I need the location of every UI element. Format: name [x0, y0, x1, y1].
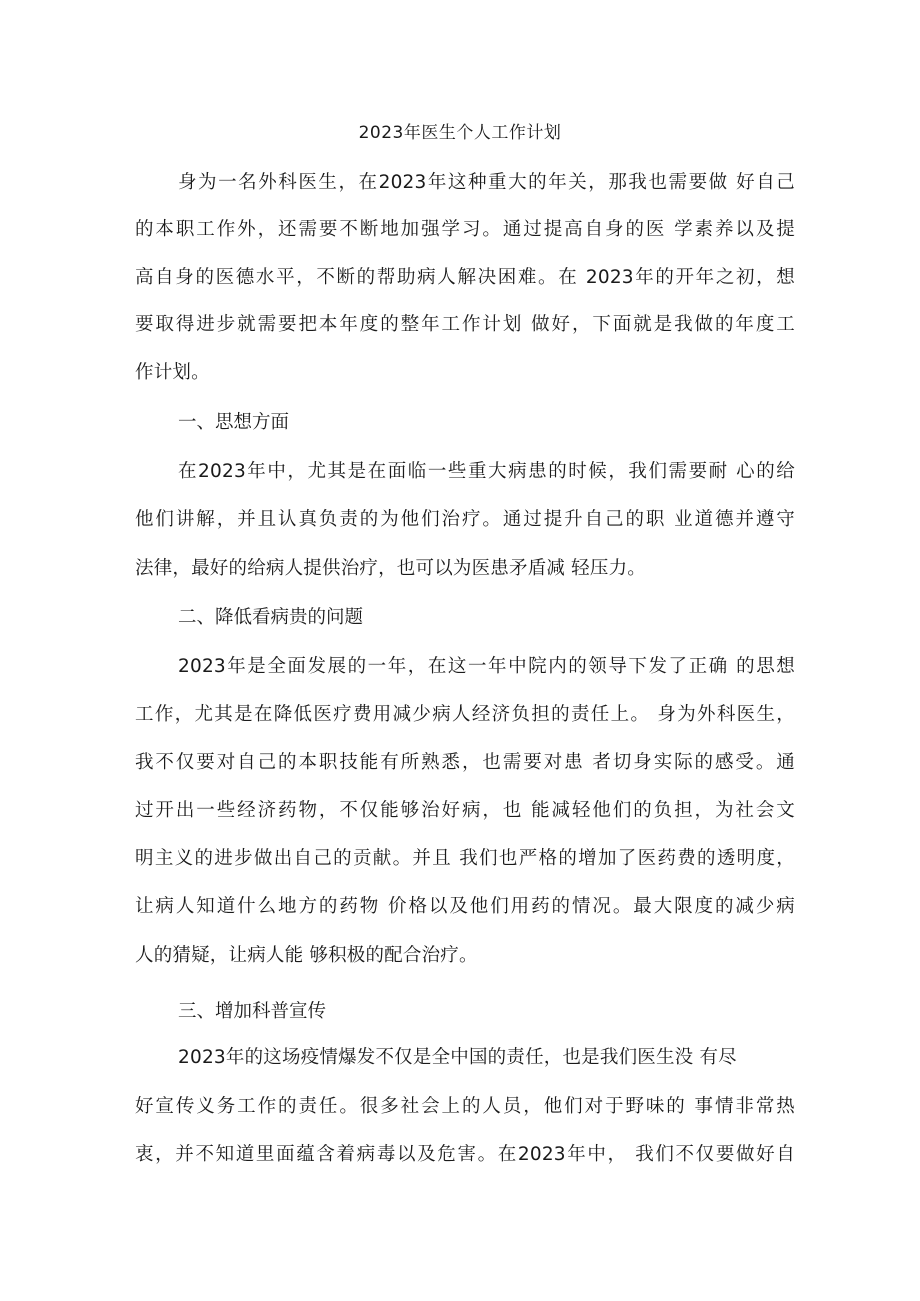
- paragraph-line: 衷，并不知道里面蕴含着病毒以及危害。在2023年中， 我们不仅要做好自: [135, 1144, 795, 1165]
- paragraph-line: 要取得进步就需要把本年度的整年工作计划 做好，下面就是我做的年度工: [135, 314, 795, 335]
- paragraph-line: 法律，最好的给病人提供治疗，也可以为医患矛盾减 轻压力。: [135, 558, 646, 579]
- paragraph-line: 他们讲解，并且认真负责的为他们治疗。通过提升自己的职 业道德并遵守: [135, 509, 795, 530]
- section-heading: 一、思想方面: [178, 412, 290, 433]
- paragraph-line: 2023年是全面发展的一年，在这一年中院内的领导下发了正确 的思想: [178, 656, 795, 677]
- paragraph-line: 作计划。: [135, 362, 210, 383]
- paragraph-line: 好宣传义务工作的责任。很多社会上的人员，他们对于野味的 事情非常热: [135, 1096, 795, 1117]
- paragraph-line: 明主义的进步做出自己的贡献。并且 我们也严格的增加了医药费的透明度，: [135, 848, 795, 869]
- paragraph-line: 高自身的医德水平，不断的帮助病人解决困难。在 2023年的开年之初，想: [135, 267, 795, 288]
- paragraph-line: 过开出一些经济药物，不仅能够治好病，也 能减轻他们的负担，为社会文: [135, 800, 795, 821]
- paragraph-line: 身为一名外科医生，在2023年这种重大的年关，那我也需要做 好自己: [178, 172, 795, 193]
- paragraph-line: 我不仅要对自己的本职技能有所熟悉，也需要对患 者切身实际的感受。通: [135, 752, 795, 773]
- paragraph-line: 让病人知道什么地方的药物 价格以及他们用药的情况。最大限度的减少病: [135, 896, 795, 917]
- document-title: 2023年医生个人工作计划: [358, 123, 562, 143]
- paragraph-line: 2023年的这场疫情爆发不仅是全中国的责任，也是我们医生没 有尽: [178, 1047, 737, 1068]
- section-heading: 二、降低看病贵的问题: [178, 607, 364, 628]
- paragraph-line: 的本职工作外，还需要不断地加强学习。通过提高自身的医 学素养以及提: [135, 219, 795, 240]
- paragraph-line: 工作，尤其是在降低医疗费用减少病人经济负担的责任上。 身为外科医生，: [135, 704, 795, 725]
- paragraph-line: 人的猜疑，让病人能 够积极的配合治疗。: [135, 945, 478, 966]
- paragraph-line: 在2023年中，尤其是在面临一些重大病患的时候，我们需要耐 心的给: [178, 461, 795, 482]
- section-heading: 三、增加科普宣传: [178, 1001, 327, 1022]
